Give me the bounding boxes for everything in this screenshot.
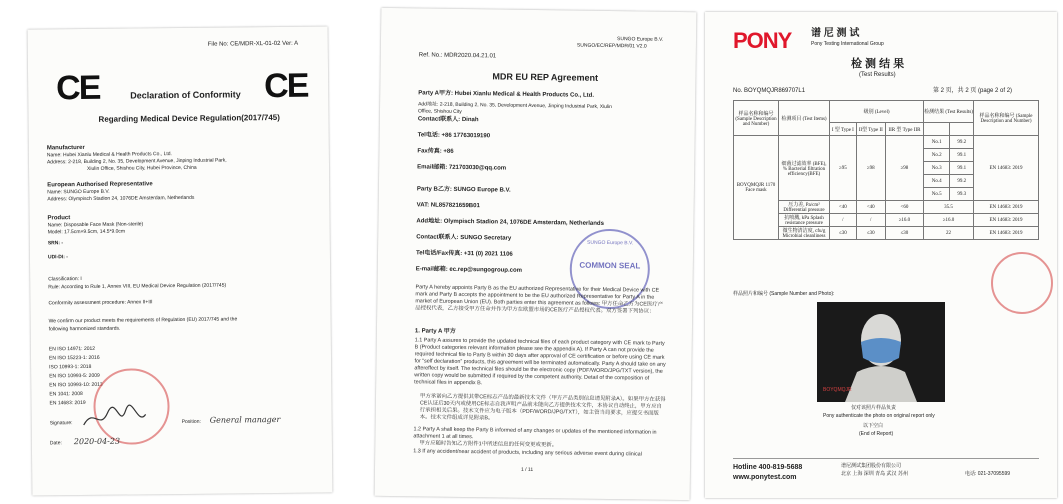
page-info: 第 2 页，共 2 页 (page 2 of 2) — [933, 88, 1013, 94]
signature-icon — [79, 402, 149, 433]
photo-caption-en: Pony authenticate the photo on original report only — [823, 413, 935, 419]
row-result: 35.5 — [924, 201, 974, 214]
party-b: Party B乙方: SUNGO Europe B.V. — [416, 186, 511, 194]
table-row — [734, 136, 1039, 149]
row-item: 压力差, Pa/cm² Differential pressure — [779, 201, 830, 214]
bfe-result: 99.3 — [950, 188, 974, 201]
row-level-2: <40 — [856, 201, 885, 214]
standard-item: EN ISO 15223-1: 2016 — [48, 354, 100, 362]
party-a-address-2: Office, Shishou City — [417, 108, 462, 115]
standard-item: EN ISO 10993-10: 2013 — [49, 381, 103, 389]
row-level-2: ≤30 — [856, 227, 885, 240]
row-item: 微生物清洁度, cfu/g Microbial cleanliness — [779, 227, 830, 240]
position-value: General manager — [209, 414, 281, 425]
rep-heading: European Authorised Representative — [47, 181, 153, 189]
page-number: 1 / 11 — [520, 466, 534, 473]
party-b-vat: VAT: NL857821659B01 — [416, 202, 480, 210]
table-header-row — [734, 101, 1039, 123]
photo-label: 样品照片和编号 (Sample Number and Photo): — [733, 291, 835, 297]
bfe-sample-no: No.1 — [924, 136, 950, 149]
results-table — [733, 100, 1039, 240]
party-a-email: Email邮箱: 721703030@qq.com — [417, 164, 507, 172]
standard-item: EN ISO 14971: 2012 — [48, 345, 96, 353]
hotline: Hotline 400-819-5688 — [733, 464, 803, 471]
clause-1-3: 1.3 If any accident/near accident of products, including any serious adverse event during clinical — [413, 448, 642, 458]
clause-1-2: 1.2 Party A shall keep the Party B informed of any changes or updates of the mentioned information in attachment 1 at all times. — [413, 426, 657, 441]
pony-test-report-page — [705, 12, 1057, 498]
pony-logo: PONY — [733, 28, 792, 53]
agreement-intro: Party A hereby appoints Party B as the EU authorized Representative for their Medical Device with CE mark and Party B accepts the appointment to be the EU authorized Representative for Party A in the market of European Union (EU). Both parties enter this agreement as follows: 甲方任命乙方为CE医疗产品授权代表，乙方接受甲方任命并作为甲方在欧盟市场的CE医疗产品授权代表。双方签署下列协议： — [415, 284, 664, 315]
eu-rep-agreement-page — [375, 8, 697, 500]
header-item: 检测项目 (Test Items) — [779, 101, 830, 136]
conformity-procedure: Conformity assessment procedure: Annex II+III — [48, 299, 153, 307]
test-seal — [991, 252, 1053, 314]
header-standard: 样品名称和编号 (Sample Description and Number) — [974, 101, 1039, 136]
photo-tag: BOYQMQJR — [823, 387, 852, 393]
blank-below: 以下空白 — [863, 423, 884, 429]
manufacturer-heading: Manufacturer — [46, 144, 85, 152]
party-b-address: Add地址: Olympisch Stadion 24, 1076DE Amsterdam, Netherlands — [416, 218, 604, 227]
bfe-sample-no: No.5 — [924, 188, 950, 201]
row-standard: EN 14683: 2019 — [974, 227, 1039, 240]
position-label: Position: — [181, 418, 201, 425]
website: www.ponytest.com — [733, 474, 797, 481]
clause-1-1-cn: 甲方承诺向乙方提供其带CE标志产品的最新技术文件（甲方产品类别信息请见附录A）。如果甲方在获得CE认证后30天内或使用CE标志自我声明产品前未能向乙方提供技术文件，本协议自动终止，甲方应自行承担相关后果。技术文件应为电子版本（PDF/WORD/JPG/TXT），如主管当局要求，应提交书面版本。技术文件组成详见附录B。 — [419, 393, 666, 422]
header-result: 检测结果 (Test Results) — [924, 101, 974, 123]
manufacturer-address-2: Xiulin Office, Shishou City, Hubei Province, China — [86, 164, 197, 172]
date-value: 2020-04-23 — [73, 436, 121, 447]
bfe-result: 99.1 — [950, 149, 974, 162]
udi-di: UDI-DI: - — [47, 254, 68, 261]
party-b-tel: Tel电话/Fax传真: +31 (0) 2021 1106 — [415, 250, 513, 258]
header-sample: 样品名称和编号 (Sample Description and Number) — [734, 101, 779, 136]
ce-mark-left: CE — [55, 68, 100, 108]
bfe-level-3: ≥98 — [885, 136, 923, 201]
row-level-3: ≥16.0 — [885, 214, 923, 227]
signature-label: Signature: — [49, 420, 73, 427]
classification: Classification: I — [48, 276, 82, 283]
bfe-standard: EN 14683: 2019 — [974, 136, 1039, 201]
header-type2r: IIR 型 Type IIR — [885, 123, 923, 136]
report-title-en: (Test Results) — [859, 72, 896, 78]
party-b-contact: Contact联系人: SUNGO Secretary — [416, 234, 512, 242]
row-level-1: <40 — [830, 201, 857, 214]
party-a-contact: Contact联系人: Dinah — [417, 116, 479, 124]
table-row — [734, 214, 1039, 227]
party-a-fax: Fax传真: +86 — [417, 148, 454, 155]
row-level-2: / — [856, 214, 885, 227]
company-name-cn: 谱 尼 测 试 — [811, 28, 860, 39]
bfe-result: 99.2 — [950, 175, 974, 188]
table-row — [734, 227, 1039, 240]
confirmation-text-1: We confirm our product meets the requirements of Regulation (EU) 2017/745 and the — [48, 316, 238, 325]
clause-1-2-cn: 甲方应随时告知乙方附件1中所述信息的任何变更或更新。 — [419, 440, 558, 449]
footer-divider — [733, 458, 1039, 459]
row-result: ≥16.0 — [924, 214, 974, 227]
product-heading: Product — [47, 215, 71, 222]
end-of-report: (End of Report) — [859, 431, 894, 437]
row-standard: EN 14683: 2019 — [974, 201, 1039, 214]
bfe-item: 细菌过滤效率 (BFE), % Bacterial filtration efficiency(BFE) — [779, 136, 830, 201]
header-doc-code: SUNGO/EC/REP/MDR/01 V2.0 — [576, 42, 647, 50]
header-company: SUNGO Europe B.V. — [616, 36, 664, 43]
bfe-level-1: ≥95 — [830, 136, 857, 201]
section-party-a: 1. Party A 甲方 — [414, 328, 456, 335]
row-result: 22 — [924, 227, 974, 240]
rep-address: Address: Olympisch Stadion 24, 1076DE Amsterdam, Netherlands — [47, 194, 195, 203]
ce-mark-right: CE — [263, 66, 308, 106]
header-type2: II型 Type II — [856, 123, 885, 136]
stamp-ring-text: SUNGO Europe B.V. — [586, 239, 634, 247]
header-level: 级别 (Level) — [830, 101, 924, 123]
bfe-result: 99.2 — [950, 136, 974, 149]
row-item: 抗喷溅, kPa Splash resistance pressure — [779, 214, 830, 227]
stamp-text: COMMON SEAL — [579, 260, 641, 271]
sample-label: BOYQMQJR 1170 Face mask — [734, 136, 779, 240]
bfe-result: 99.1 — [950, 162, 974, 175]
clause-1-1: 1.1 Party A assures to provide the updated technical files of each product category with CE mark to Party B (Product categories relevant information please see the appendix A). If Party A can not provide the required technical file to Party B within 30 days after approval of CE certification or before using CE mark for “self declaration” products, this agreement will be terminated automatically. Party A should take on any aftereffect by itself. The technical files should be the electronic copy (PDF/WORD/JPG/TXT version), the written copy would be submitted if required by the competent authority. Detail of the composition of technical files in appendix B. — [414, 337, 666, 387]
standard-item: ISO 10993-1: 2018 — [49, 363, 92, 371]
rep-name: Name: SUNGO Europe B.V. — [47, 188, 110, 196]
footer-tel: 电话: 021-37095599 — [965, 471, 1011, 477]
manufacturer-address-1: Address: 2-218, Building 2, No. 35, Development Avenue, Jinping Industrial Park, — [46, 157, 227, 166]
date-label: Date: — [49, 440, 62, 447]
report-number: No. BOYQMQJR869707L1 — [733, 88, 806, 94]
doc-subtitle: Regarding Medical Device Regulation(2017/745) — [98, 112, 280, 124]
product-model: Model: 17.5cm×9.5cm, 14.5*9.0cm — [47, 228, 126, 236]
row-level-1: ≤30 — [830, 227, 857, 240]
srn: SRN: - — [47, 240, 64, 247]
report-title-cn: 检 测 结 果 — [851, 58, 905, 70]
confirmation-text-2: following harmonized standards. — [48, 325, 121, 333]
row-standard: EN 14683: 2019 — [974, 214, 1039, 227]
company-name-en: Pony Testing International Group — [811, 41, 884, 47]
product-name: Name: Disposable Face Mask (Non-sterile) — [47, 221, 144, 229]
bfe-sample-no: No.2 — [924, 149, 950, 162]
row-level-3: <60 — [885, 201, 923, 214]
table-row — [734, 201, 1039, 214]
file-number: File No: CE/MDR-XL-01-02 Ver: A — [207, 40, 299, 48]
bfe-level-2: ≥98 — [856, 136, 885, 201]
bfe-sample-no: No.4 — [924, 175, 950, 188]
declaration-of-conformity-page — [28, 26, 333, 495]
manufacturer-name: Name: Hubei Xianlu Medical & Health Products Co., Ltd. — [46, 151, 172, 159]
footer-company-cn: 谱尼测试集团股份有限公司 — [841, 463, 902, 469]
sample-photo — [817, 302, 945, 402]
standard-item: EN 1041: 2008 — [49, 391, 83, 398]
photo-caption-cn: 仅对该照片样品负责 — [851, 405, 897, 411]
row-level-3: ≤30 — [885, 227, 923, 240]
party-a: Party A甲方: Hubei Xianlu Medical & Health Products Co., Ltd. — [418, 90, 595, 99]
classification-rule: Rule: According to Rule 1, Annex VIII, EU Medical Device Regulation (2017/745) — [48, 282, 227, 291]
row-level-1: / — [830, 214, 857, 227]
party-a-address-1: Add地址: 2-218, Building 2, No. 35, Development Avenue, Jinping Industrial Park, Xiulin — [418, 101, 613, 111]
reference-number: Ref. No.: MDR2020.04.21.01 — [418, 52, 497, 60]
standard-item: EN 14683: 2019 — [49, 399, 86, 407]
header-type1: I 型 Type I — [830, 123, 857, 136]
standard-item: EN ISO 10993-5: 2009 — [49, 372, 100, 380]
doc-title: Declaration of Conformity — [130, 89, 241, 101]
party-a-tel: Tel电话: +86 17763019190 — [417, 132, 491, 140]
party-b-email: E-mail邮箱: ec.rep@sungogroup.com — [415, 266, 523, 274]
bfe-sample-no: No.3 — [924, 162, 950, 175]
footer-cities-cn: 北京 上海 深圳 青岛 武汉 苏州 — [841, 471, 908, 477]
agreement-title: MDR EU REP Agreement — [492, 71, 599, 83]
